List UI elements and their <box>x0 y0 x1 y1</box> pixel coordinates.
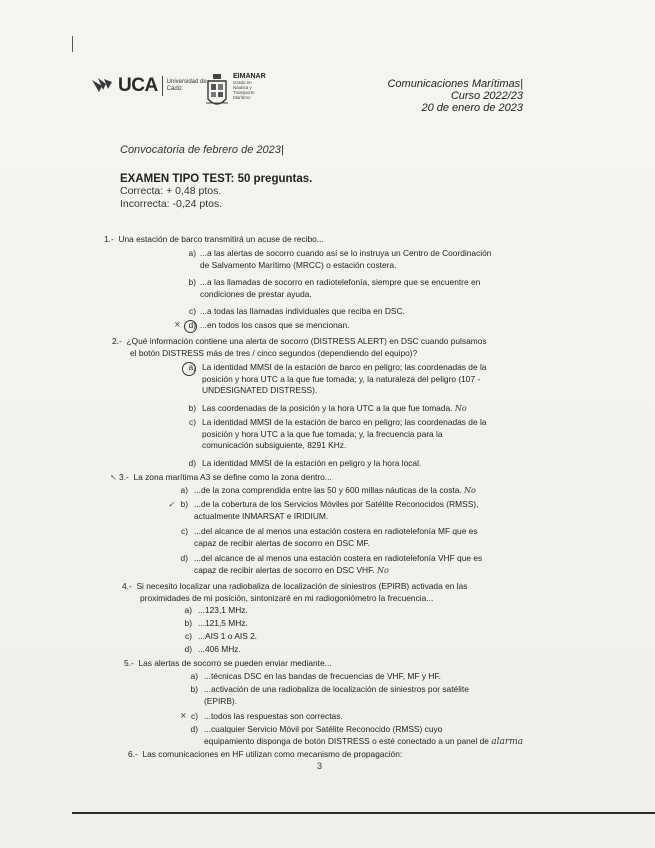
tick-mark: ✓ <box>168 500 175 509</box>
eimanar-subtitle: Grado en Náutica y Transporte Marítimo <box>233 80 255 100</box>
uca-wings-icon <box>90 76 116 96</box>
option-label: b) <box>190 684 198 694</box>
option-label: a) <box>184 605 192 615</box>
option-text: La identidad MMSI de la estación en peligro y la hora local. <box>202 458 422 468</box>
question-number: 5.- <box>124 658 134 668</box>
cross-mark: × <box>180 711 187 720</box>
question-1 <box>104 234 324 246</box>
option-label: d) <box>184 644 192 654</box>
option-label: d) <box>188 320 196 330</box>
question-text: Las alertas de socorro se pueden enviar mediante... <box>138 658 332 668</box>
option-label: a) <box>188 248 196 258</box>
question-text: Si necesito localizar una radiobaliza de localización de siniestros (EPIRB) activada en las <box>136 581 468 591</box>
uca-logo-text: UCA <box>118 75 158 96</box>
option-text: La identidad MMSI de la estación de barco en peligro; las coordenadas de la posición y hora UTC a la que fue tomada; y, la frecuencia para la comunicación subsiguiente, 8291 KHz. <box>202 417 487 450</box>
option-label: b) <box>180 499 188 509</box>
question-number: 2.- <box>112 336 122 346</box>
question-text-2: proximidades de mi posición, sintonizaré en mi radiogoniómetro la frecuencia... <box>140 592 434 603</box>
eimanar-title: EIMANAR <box>233 73 266 80</box>
logo-divider <box>162 76 163 96</box>
option-text: Las coordenadas de la posición y la hora UTC a la que fue tomada. No <box>202 403 467 413</box>
option-label: a) <box>188 362 196 372</box>
exam-info <box>120 173 312 211</box>
question-3 <box>110 472 332 484</box>
option-label: d) <box>180 553 188 563</box>
option-text: ...todos las respuestas son correctas. <box>204 711 343 721</box>
option-label: a) <box>190 671 198 681</box>
question-number: 4.- <box>122 581 132 591</box>
option-text: La identidad MMSI de la estación de barco en peligro; las coordenadas de la posición y hora UTC a la que fue tomada; y, la naturaleza del peligro (107 - UNDESIGNATED DISTRESS). <box>202 362 487 395</box>
handwritten-note: alarma <box>491 736 524 747</box>
option-label: b) <box>184 618 192 628</box>
option-text: ...406 MHz. <box>198 644 241 654</box>
handwritten-note: No <box>454 404 467 413</box>
option-label: a) <box>180 485 188 495</box>
option-text: ...cualquier Servicio Móvil por Satélite Reconocido (RMSS) cuyo equipamiento disponga de botón DISTRESS o esté conectado a un panel de alarma <box>204 724 524 747</box>
question-4 <box>122 581 467 604</box>
option-label: c) <box>181 526 188 536</box>
option-text: ...del alcance de al menos una estación costera en radiotelefonía VHF que es capaz de recibir alertas de socorro en DSC VHF. No <box>194 553 483 575</box>
question-text-2: el botón DISTRESS más de tres / cinco segundos (dependiendo del equipo)? <box>130 347 418 358</box>
question-number: 6.- <box>128 749 138 759</box>
question-text: La zona marítima A3 se define como la zona dentro... <box>133 472 332 482</box>
score-incorrect: Incorrecta: -0,24 ptos. <box>120 198 223 210</box>
eimanar-logo <box>205 73 266 111</box>
question-number: 3.- <box>119 472 129 482</box>
option-label: c) <box>189 417 196 427</box>
crest-icon <box>205 73 229 111</box>
course-title: Comunicaciones Marítimas| <box>387 78 523 90</box>
option-text: ...a las llamadas de socorro en radiotelefonía, siempre que se encuentre en condiciones de prestar ayuda. <box>200 277 481 299</box>
course-info <box>387 78 523 114</box>
option-text: ...a las alertas de socorro cuando así se lo instruya un Centro de Coordinación de Salvamento Marítimo (MRCC) o estación costera. <box>200 248 492 270</box>
option-text: ...AIS 1 o AIS 2. <box>198 631 258 641</box>
option-text: ...técnicas DSC en las bandas de frecuencias de VHF, MF y HF. <box>204 671 441 681</box>
option-label: b) <box>188 403 196 413</box>
option-label: c) <box>189 306 196 316</box>
option-text: ...en todos los casos que se mencionan. <box>200 320 350 330</box>
option-text: ...de la cobertura de los Servicios Móviles por Satélite Reconocidos (RMSS), actualmente INMARSAT e IRIDIUM. <box>194 499 479 521</box>
handwritten-note: No <box>376 565 389 575</box>
convocatoria: Convocatoria de febrero de 2023| <box>120 144 284 156</box>
arrow-mark: ↖ <box>110 473 117 482</box>
option-label: b) <box>188 277 196 287</box>
cross-mark: × <box>174 320 181 329</box>
question-text: ¿Qué información contiene una alerta de socorro (DISTRESS ALERT) en DSC cuando pulsamos <box>126 336 487 346</box>
question-number: 1.- <box>104 234 114 244</box>
scan-mark <box>72 36 73 52</box>
option-text: ...123,1 MHz. <box>198 605 248 615</box>
option-label: c) <box>191 711 198 721</box>
option-label: c) <box>185 631 192 641</box>
option-text: ...de la zona comprendida entre las 50 y 600 millas náuticas de la costa. No <box>194 485 476 495</box>
course-date: 20 de enero de 2023 <box>421 102 523 114</box>
score-correct: Correcta: + 0,48 ptos. <box>120 185 222 197</box>
question-6 <box>128 749 402 761</box>
page-edge <box>72 812 655 814</box>
page-number: 3 <box>317 761 323 771</box>
question-5 <box>124 658 332 670</box>
uca-logo <box>90 75 211 97</box>
question-text: Una estación de barco transmitirá un acuse de recibo... <box>118 234 324 244</box>
option-text: ...a todas las llamadas individuales que reciba en DSC. <box>200 306 405 316</box>
question-text: Las comunicaciones en HF utilizan como mecanismo de propagación: <box>142 749 403 759</box>
option-text: ...activación de una radiobaliza de localización de siniestros por satélite (EPIRB). <box>204 684 469 706</box>
option-text: ...121,5 MHz. <box>198 618 248 628</box>
option-label: d) <box>190 724 198 734</box>
course-year: Curso 2022/23 <box>450 90 523 102</box>
option-text: ...del alcance de al menos una estación costera en radiotelefonía MF que es capaz de recibir alertas de socorro en DSC MF. <box>194 526 478 548</box>
exam-title: EXAMEN TIPO TEST: 50 preguntas. <box>120 173 313 185</box>
uca-logo-subtitle: Universidad de Cádiz <box>166 79 207 92</box>
handwritten-note: No <box>464 486 476 495</box>
option-label: d) <box>188 458 196 468</box>
question-2 <box>112 336 487 359</box>
